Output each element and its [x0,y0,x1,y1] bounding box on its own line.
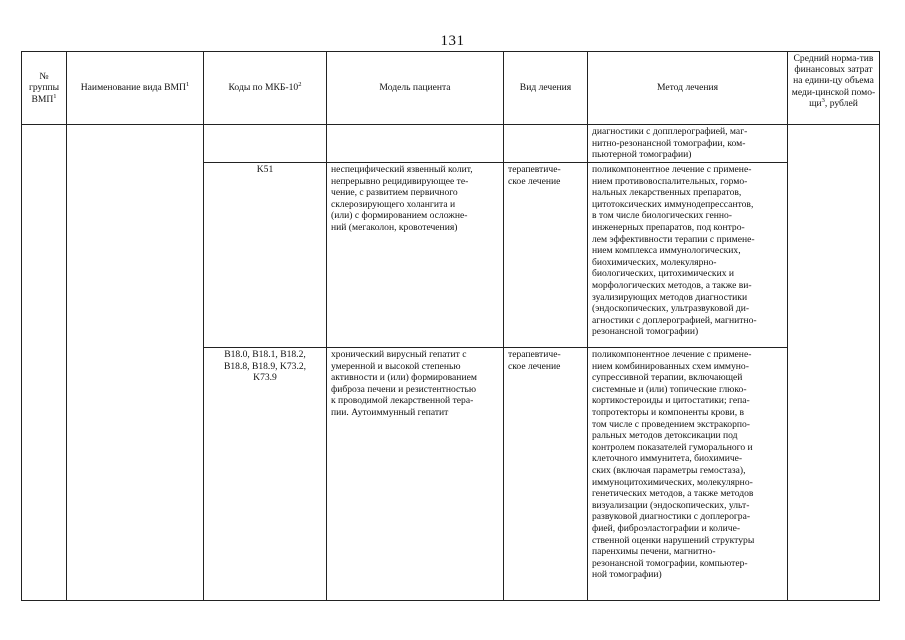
vmp-name-cell [67,125,204,601]
vmp-table [21,51,880,601]
treatment-type-cell: терапевтиче- ское лечение [504,348,588,601]
treatment-type-cell [504,125,588,163]
group-number-cell [22,125,67,601]
icd-codes-cell: B18.0, B18.1, B18.2, B18.8, B18.9, K73.2, K73.9 [204,348,327,601]
header-average-cost: Средний норма-тив финансовых затрат на едини-цу объема меди-цинской помо-$щи^3$, рублей [788,52,880,125]
table-row [22,125,880,163]
treatment-type-cell: терапевтиче- ское лечение [504,163,588,348]
table-header-row [22,52,880,125]
treatment-method-cell: поликомпонентное лечение с примене- нием противовоспалительных, гормо- нальных лекарственных препаратов, цитотоксических иммунодепрессантов, в том числе биологических генно- инженерных препаратов, под контро- лем эффективности терапии с примене- нием комплекса иммунологических, биохимических, молекулярно- биологических, цитохимических и морфологических методов, а также ви- зуализирующих методов диагностики (эндоскопических, ультразвуковой ди- агностики с доплерографией, магнитно- резонансной томографии) [588,163,788,348]
icd-codes-cell [204,125,327,163]
header-icd-codes: Коды по МКБ-$10^2$ [204,52,327,125]
treatment-method-cell: поликомпонентное лечение с примене- нием комбинированных схем иммуно- супрессивной терапии, включающей системные и (или) топические глюко- кортикостероиды и цитостатики; гепа- топротекторы и компоненты крови, в том числе с проведением экстракорпо- ральных методов детоксикации под контролем показателей гуморального и клеточного иммунитета, биохимиче- ских (включая параметры гемостаза), иммуноцитохимических, молекулярно- генетических методов, а также методов визуализации (эндоскопических, ульт- развуковой диагностики с доплерогра- фией, фиброэластографии и количе- ственной оценки нарушений структуры паренхимы печени, магнитно- резонансной томографии, компьютер- ной томографии) [588,348,788,601]
header-patient-model: Модель пациента [327,52,504,125]
patient-model-cell: хронический вирусный гепатит с умеренной и высокой степенью активности и (или) формированием фиброза печени и резистентностью к проводимой лекарственной тера- пии. Аутоиммунный гепатит [327,348,504,601]
treatment-method-cell: диагностики с допплерографией, маг- нитно-резонансной томографии, ком- пьютерной томографии) [588,125,788,163]
header-group-number: № группы ВМП$^1$ [22,52,67,125]
patient-model-cell: неспецифический язвенный колит, непрерывно рецидивирующее те- чение, с развитием первичного склерозирующего холангита и (или) с формированием осложне- ний (мегаколон, кровотечения) [327,163,504,348]
header-treatment-type: Вид лечения [504,52,588,125]
header-treatment-method: Метод лечения [588,52,788,125]
icd-codes-cell: K51 [204,163,327,348]
average-cost-cell [788,125,880,601]
patient-model-cell [327,125,504,163]
page-number: 131 [440,33,465,49]
header-vmp-name: Наименование вида ВМП$^1$ [67,52,204,125]
